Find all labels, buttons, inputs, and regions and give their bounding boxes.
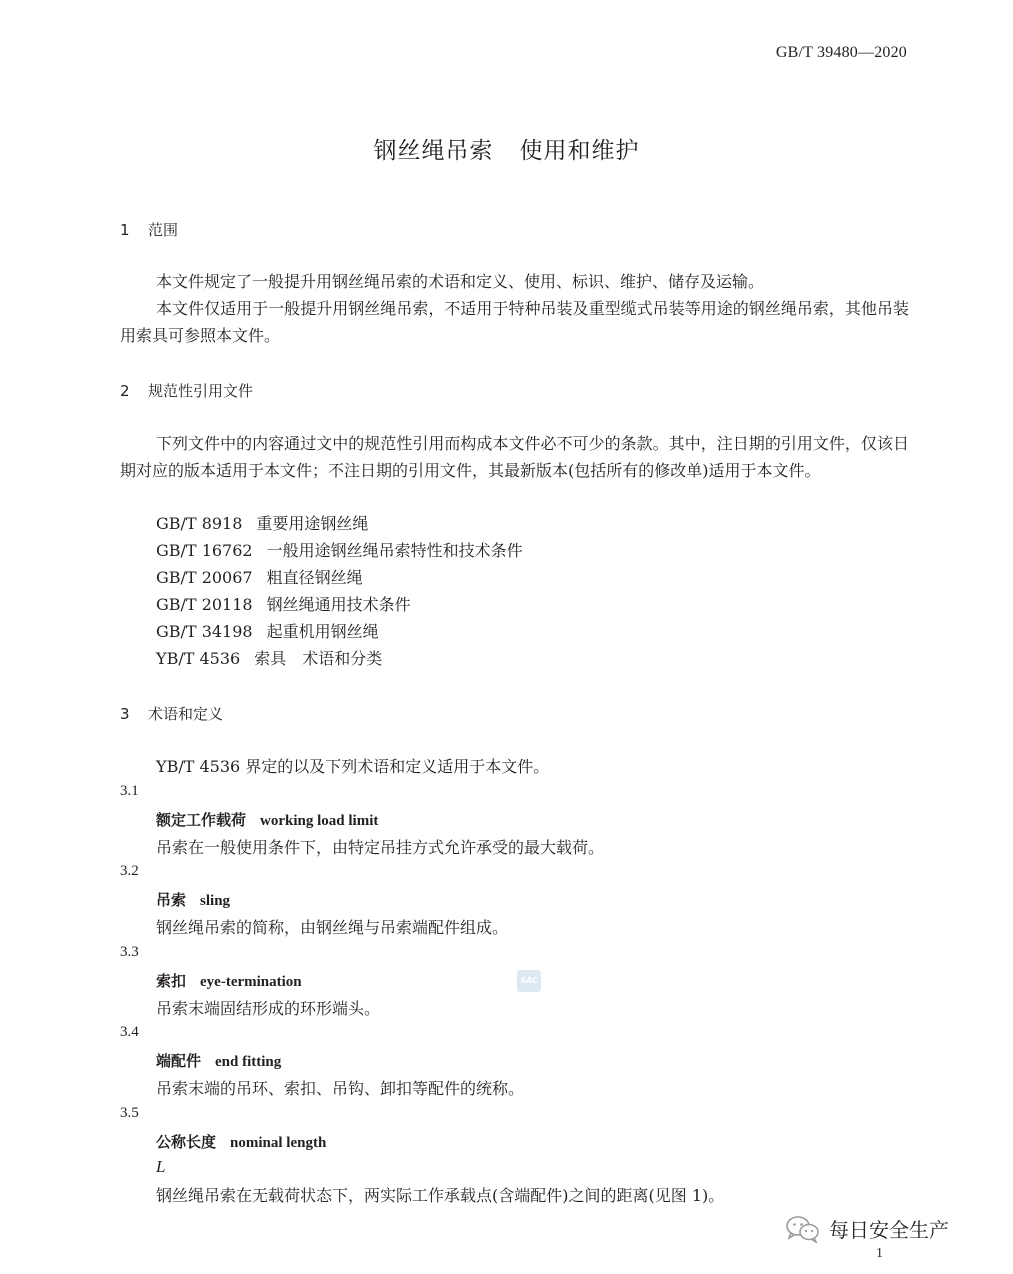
standard-code: GB/T 39480—2020 bbox=[775, 44, 907, 61]
wechat-account-badge[interactable] bbox=[785, 1214, 949, 1243]
reference-item: GB/T 34198 起重机用钢丝绳 bbox=[156, 622, 379, 641]
term-title: 索扣 eye-termination bbox=[156, 972, 302, 990]
title-part-2: 使用和维护 bbox=[519, 138, 640, 164]
wechat-account-name: 每日安全生产 bbox=[829, 1218, 949, 1242]
section-1-paragraph-1: 本文件规定了一般提升用钢丝绳吊索的术语和定义、使用、标识、维护、储存及运输。 bbox=[156, 272, 765, 291]
term-definition: 吊索在一般使用条件下，由特定吊挂方式允许承受的最大载荷。 bbox=[156, 838, 605, 857]
term-symbol: L bbox=[156, 1157, 166, 1176]
term-definition: 钢丝绳吊索在无载荷状态下，两实际工作承载点(含端配件)之间的距离(见图 1)。 bbox=[156, 1186, 725, 1205]
page-number: 1 bbox=[876, 1246, 883, 1261]
term-title: 额定工作载荷 working load limit bbox=[156, 811, 379, 829]
reference-item: GB/T 8918 重要用途钢丝绳 bbox=[156, 514, 369, 533]
clause-number: 3.5 bbox=[120, 1105, 139, 1121]
section-1-heading: 1 范围 bbox=[120, 221, 179, 239]
section-3-intro: YB/T 4536 界定的以及下列术语和定义适用于本文件。 bbox=[156, 757, 550, 776]
reference-item: GB/T 20118 钢丝绳通用技术条件 bbox=[156, 595, 411, 614]
reference-item: GB/T 20067 粗直径钢丝绳 bbox=[156, 568, 363, 587]
wechat-icon bbox=[785, 1215, 821, 1243]
term-title: 端配件 end fitting bbox=[156, 1052, 282, 1070]
term-definition: 钢丝绳吊索的简称，由钢丝绳与吊索端配件组成。 bbox=[156, 918, 509, 937]
clause-number: 3.4 bbox=[120, 1024, 139, 1040]
section-1-paragraph-2: 本文件仅适用于一般提升用钢丝绳吊索，不适用于特种吊装及重型缆式吊装等用途的钢丝绳吊索，其他吊装用索具可参照本文件。 bbox=[120, 299, 909, 345]
term-title: 吊索 sling bbox=[156, 891, 231, 909]
reference-item: GB/T 16762 一般用途钢丝绳吊索特性和技术条件 bbox=[156, 541, 523, 560]
clause-number: 3.1 bbox=[120, 783, 139, 799]
document-title bbox=[0, 132, 1013, 165]
sac-watermark-logo: SAC bbox=[517, 970, 541, 992]
section-2-heading: 2 规范性引用文件 bbox=[120, 382, 254, 400]
section-3-heading: 3 术语和定义 bbox=[120, 705, 224, 723]
reference-item: YB/T 4536 索具 术语和分类 bbox=[156, 649, 383, 668]
section-2-intro: 下列文件中的内容通过文中的规范性引用而构成本文件必不可少的条款。其中，注日期的引用文件，仅该日期对应的版本适用于本文件；不注日期的引用文件，其最新版本(包括所有的修改单)适用于本文件。 bbox=[120, 434, 909, 480]
title-part-1: 钢丝绳吊索 bbox=[373, 138, 494, 164]
clause-number: 3.2 bbox=[120, 863, 139, 879]
clause-number: 3.3 bbox=[120, 944, 139, 960]
term-title: 公称长度 nominal length bbox=[156, 1133, 327, 1151]
term-definition: 吊索末端的吊环、索扣、吊钩、卸扣等配件的统称。 bbox=[156, 1079, 525, 1098]
term-definition: 吊索末端固结形成的环形端头。 bbox=[156, 999, 381, 1018]
